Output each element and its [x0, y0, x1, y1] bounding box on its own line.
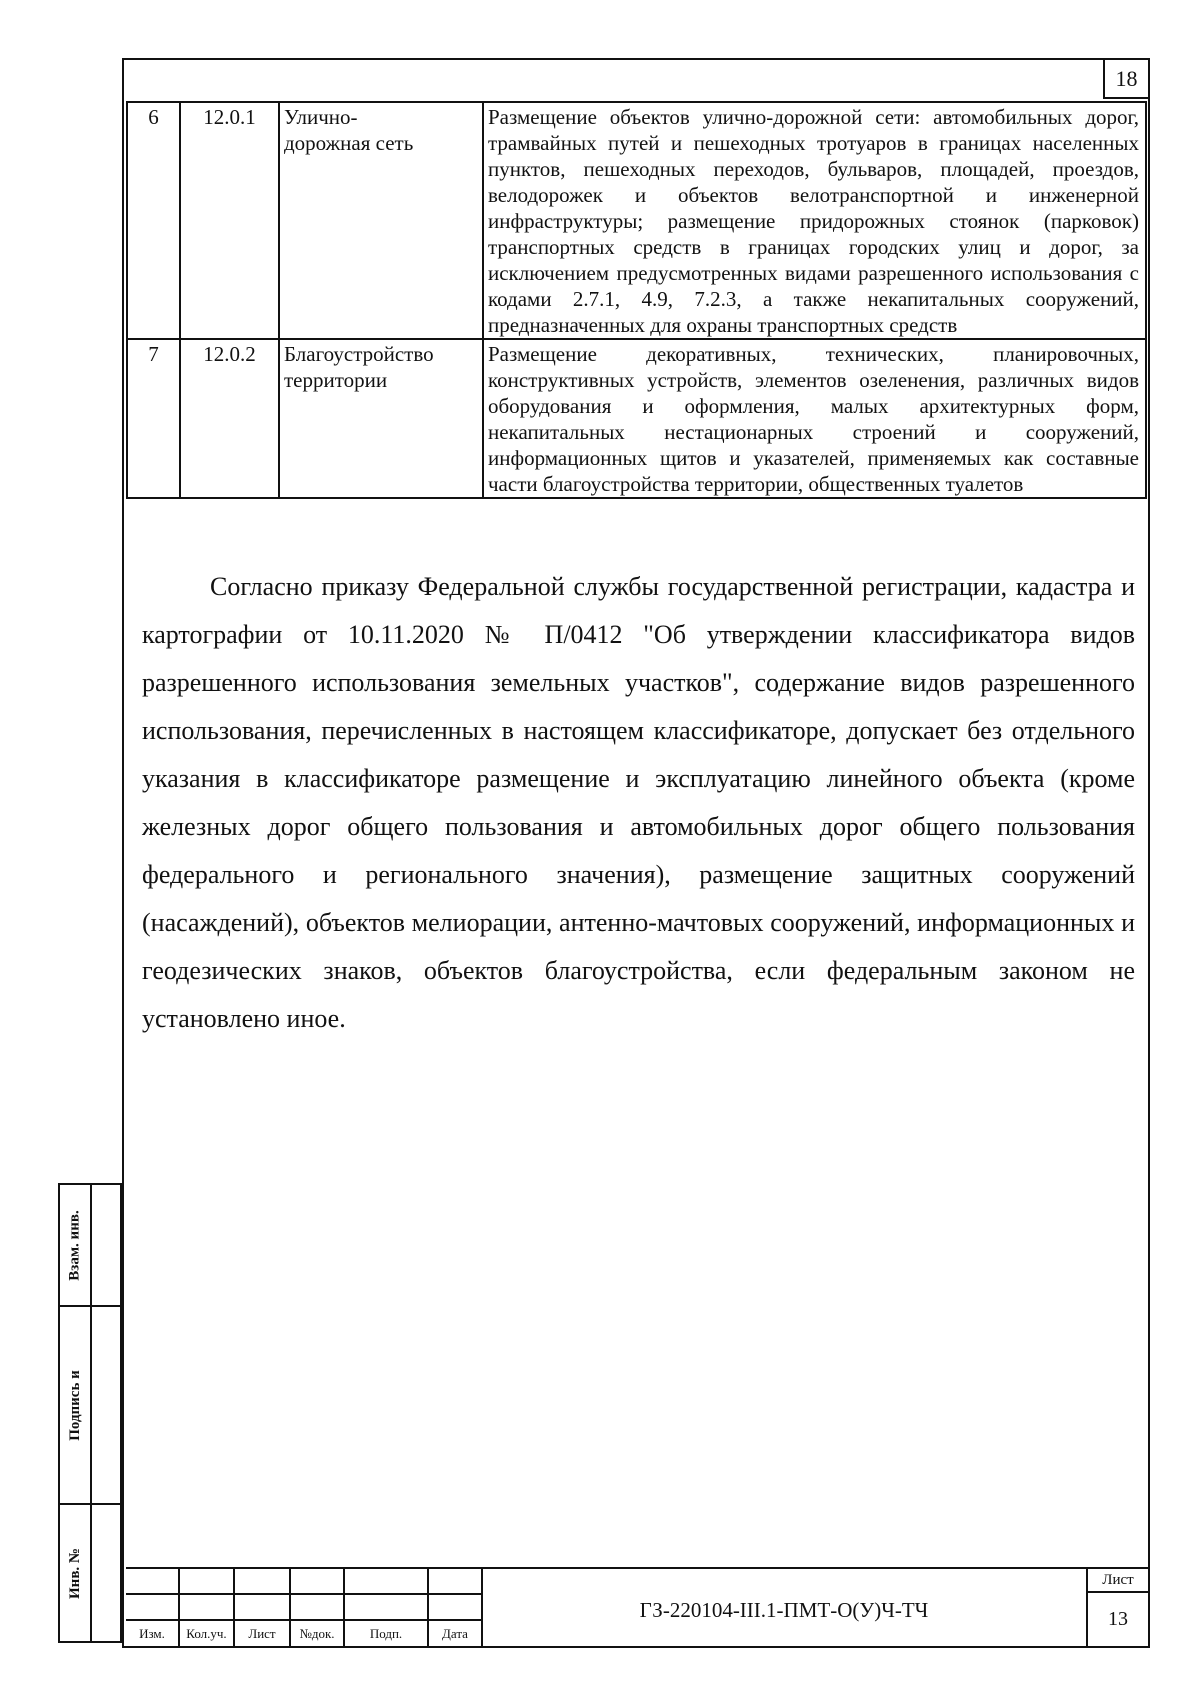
col-header-change: Изм.: [126, 1620, 179, 1646]
row-name: Благоустройство территории: [279, 339, 483, 498]
title-block: [126, 1567, 1148, 1646]
row-code: 12.0.1: [180, 102, 279, 339]
sheet-number: 13: [1108, 1608, 1128, 1630]
row-code: 12.0.2: [180, 339, 279, 498]
side-stamp: [58, 1183, 122, 1643]
table-row: [127, 339, 1146, 498]
side-row-replace: [60, 1185, 120, 1307]
col-header-doc-no: №док.: [290, 1620, 344, 1646]
col-header-date: Дата: [428, 1620, 482, 1646]
body-paragraph: Согласно приказу Федеральной службы государственной регистрации, кадастра и картографии от 10.11.2020 № П/0412 "Об утверждении классификатора видов разрешенного использования земельных участков", содержание видов разрешенного использования, перечисленных в настоящем классификаторе, допускает без отдельного указания в классификаторе размещение и эксплуатацию линейного объекта (кроме железных дорог общего пользования и автомобильных дорог общего пользования федерального и регионального значения), размещение защитных сооружений (насаждений), объектов мелиорации, антенно-мачтовых сооружений, информационных и геодезических знаков, объектов благоустройства, если федеральным законом не установлено иное.: [142, 572, 1135, 1033]
table-row: [127, 102, 1146, 339]
row-number: 7: [127, 339, 180, 498]
row-name: Улично- дорожная сеть: [279, 102, 483, 339]
classifier-table: [126, 101, 1147, 499]
side-row-signature: [60, 1307, 120, 1505]
document-code: ГЗ-220104-III.1-ПМТ-О(У)Ч-ТЧ: [482, 1567, 1086, 1646]
col-header-sheet: Лист: [234, 1620, 290, 1646]
col-header-signature: Подп.: [344, 1620, 428, 1646]
side-label-inventory-no: Инв. №: [66, 1547, 83, 1599]
page-number: 18: [1103, 58, 1150, 99]
row-description: Размещение декоративных, технических, планировочных, конструктивных устройств, элементов озеленения, различных видов оборудования и оформления, малых архитектурных форм, некапитальных нестационарных строений и сооружений, информационных щитов и указателей, применяемых как составные части благоустройства территории, общественных туалетов: [483, 339, 1146, 498]
sheet-box: [1086, 1567, 1148, 1646]
side-label-signature: Подпись и: [66, 1369, 83, 1441]
side-label-replace-inv: Взам. инв.: [66, 1209, 83, 1281]
revision-header-row: [126, 1620, 482, 1646]
row-description: Размещение объектов улично-дорожной сети: автомобильных дорог, трамвайных путей и пешеходных тротуаров в границах населенных пунктов, пешеходных переходов, бульваров, площадей, проездов, велодорожек и объектов велотранспортной и инженерной инфраструктуры; размещение придорожных стоянок (парковок) транспортных средств в границах городских улиц и дорог, за исключением предусмотренных видами разрешенного использования с кодами 2.7.1, 4.9, 7.2.3, а также некапитальных сооружений, предназначенных для охраны транспортных средств: [483, 102, 1146, 339]
row-number: 6: [127, 102, 180, 339]
sheet-label: Лист: [1088, 1569, 1148, 1593]
side-row-inventory: [60, 1505, 120, 1641]
col-header-count: Кол.уч.: [179, 1620, 234, 1646]
revision-grid: [126, 1567, 483, 1646]
